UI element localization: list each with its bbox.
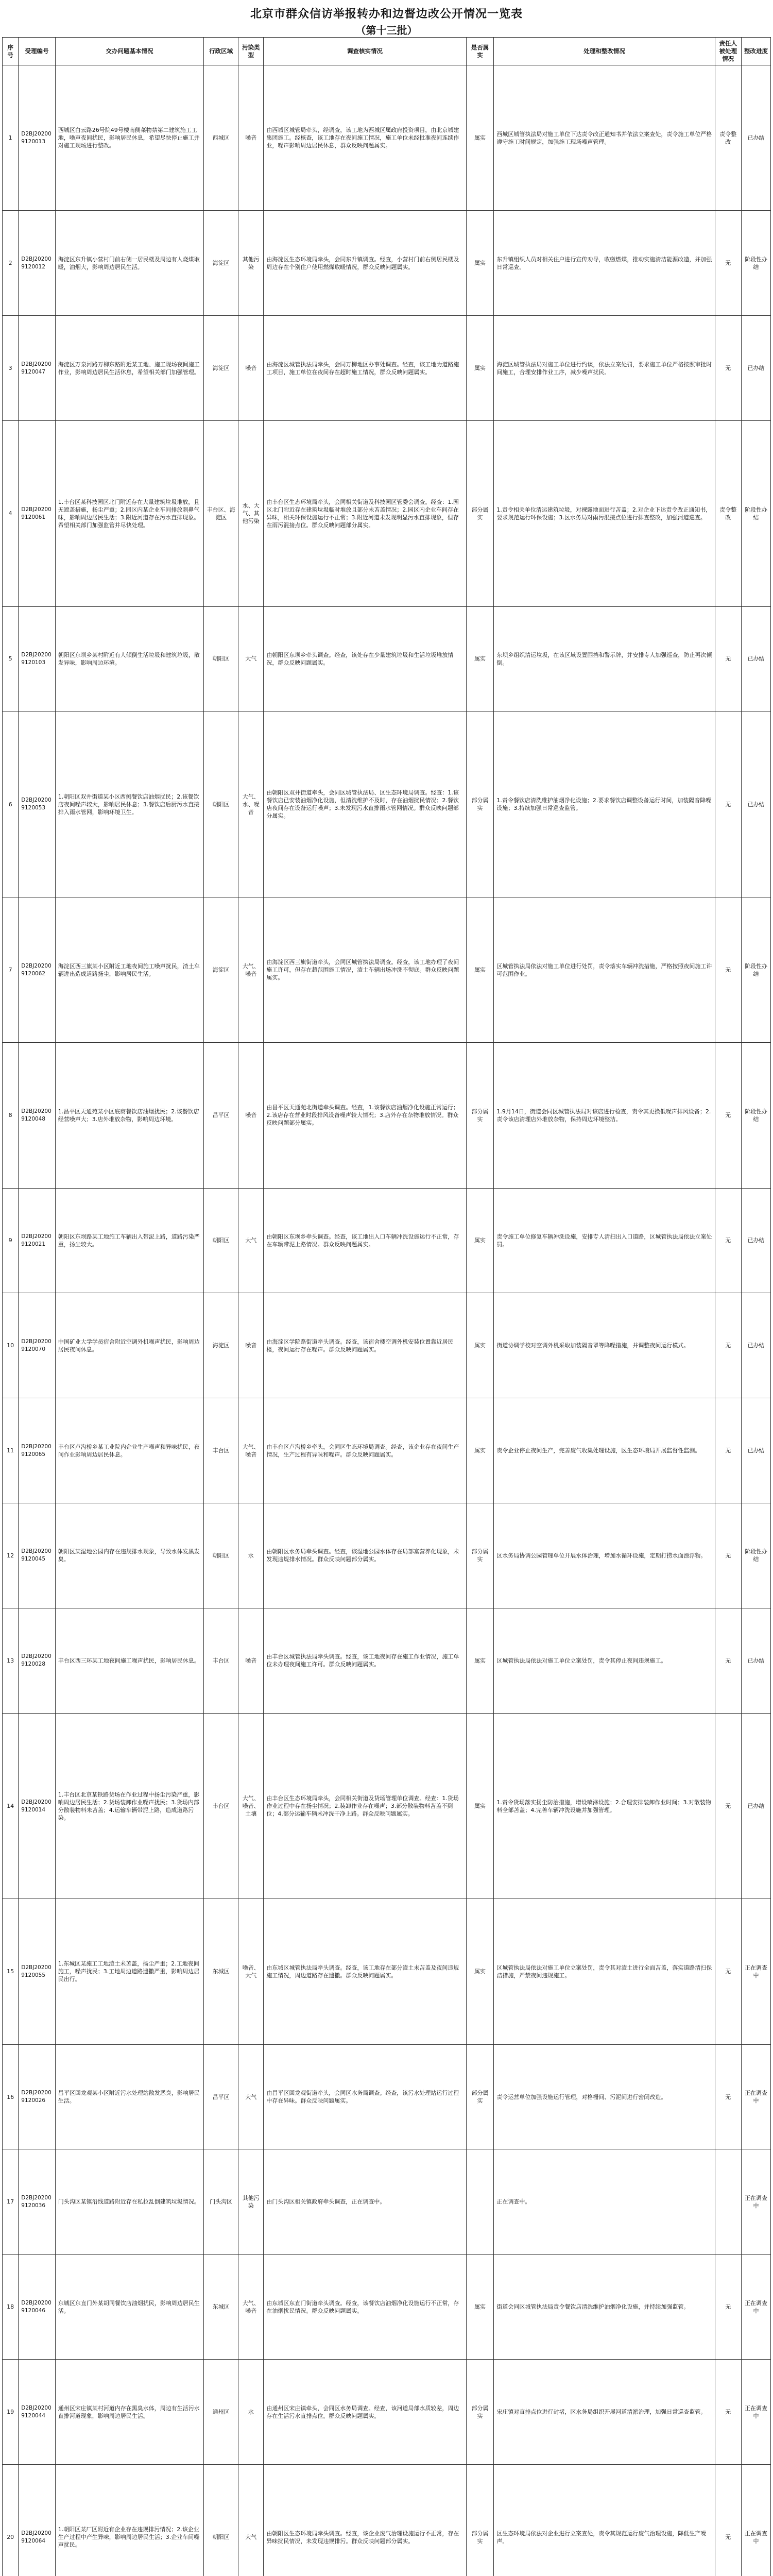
row-district: 昌平区: [204, 2044, 238, 2149]
table-row: [3, 1043, 771, 1188]
row-problem: 昌平区回龙观某小区附近污水处理站散发恶臭，影响居民生活。: [55, 2044, 203, 2149]
row-verified: 部分属实: [466, 2360, 494, 2465]
row-district: 西城区: [204, 65, 238, 211]
table-row: [3, 1188, 771, 1293]
row-district: 门头沟区: [204, 2149, 238, 2255]
row-verified: 属实: [466, 1188, 494, 1293]
row-progress: 阶段性办结: [741, 897, 770, 1043]
table-row: [3, 2044, 771, 2149]
row-progress: 已办结: [741, 1608, 770, 1713]
row-progress: 正在调查中: [741, 2255, 770, 2360]
row-investigation: 由朝阳区东坝乡牵头调查。经查，该处存在少量建筑垃圾和生活垃圾堆放情况，群众反映问题属实。: [264, 606, 466, 711]
row-punished: 无: [715, 1899, 741, 2044]
row-problem: 朝阳区东坝路某工地施工车辆出入带泥上路，道路污染严重，扬尘较大。: [55, 1188, 203, 1293]
row-number: 12: [3, 1503, 19, 1608]
row-handling: 海淀区城管执法局对施工单位进行约谈，依法立案处罚，要求施工单位严格按照审批时间施工，合理安排作业工序，减少噪声扰民。: [494, 316, 715, 421]
table-body: [3, 65, 771, 2576]
col-header-progress: 整改进度: [741, 38, 770, 65]
row-number: 4: [3, 420, 19, 606]
row-progress: 正在调查中: [741, 2149, 770, 2255]
row-code: D2BJ202009120021: [19, 1188, 56, 1293]
table-row: [3, 711, 771, 897]
row-progress: 阶段性办结: [741, 211, 770, 316]
row-type: 大气: [238, 2464, 264, 2576]
row-type: 其他污染: [238, 2149, 264, 2255]
row-handling: 街道会同区城管执法局责令餐饮店清洗维护油烟净化设施，并持续加强监管。: [494, 2255, 715, 2360]
row-code: D2BJ202009120046: [19, 2255, 56, 2360]
col-header-problem: 交办问题基本情况: [55, 38, 203, 65]
row-district: 丰台区: [204, 1608, 238, 1713]
row-code: D2BJ202009120053: [19, 711, 56, 897]
table-row: [3, 1293, 771, 1398]
row-progress: 已办结: [741, 1398, 770, 1503]
row-handling: 东坝乡组织清运垃圾，在该区域设置围挡和警示牌，并安排专人加强巡查，防止再次倾倒。: [494, 606, 715, 711]
row-problem: 1.昌平区天通苑某小区底商餐饮店油烟扰民；2.该餐饮店经营噪声大；3.店外堆放杂物，影响周边环境。: [55, 1043, 203, 1188]
col-header-investigation: 调查核实情况: [264, 38, 466, 65]
row-progress: 已办结: [741, 1188, 770, 1293]
row-verified: 部分属实: [466, 2044, 494, 2149]
row-district: 通州区: [204, 2360, 238, 2465]
table-row: [3, 316, 771, 421]
row-district: 海淀区: [204, 211, 238, 316]
row-progress: 正在调查中: [741, 1899, 770, 2044]
col-header-district: 行政区域: [204, 38, 238, 65]
col-header-verified: 是否属实: [466, 38, 494, 65]
row-problem: 通州区宋庄镇某村河道内存在黑臭水体，周边有生活污水直排河道现象，影响周边居民生活。: [55, 2360, 203, 2465]
row-code: D2BJ202009120012: [19, 211, 56, 316]
row-district: 朝阳区: [204, 1188, 238, 1293]
row-verified: 部分属实: [466, 711, 494, 897]
row-number: 20: [3, 2464, 19, 2576]
row-type: 大气: [238, 1188, 264, 1293]
table-row: [3, 606, 771, 711]
table-row: [3, 211, 771, 316]
row-punished: 无: [715, 2360, 741, 2465]
row-number: 1: [3, 65, 19, 211]
row-district: 海淀区: [204, 897, 238, 1043]
table-row: [3, 65, 771, 211]
row-district: 东城区: [204, 1899, 238, 2044]
row-verified: 属实: [466, 316, 494, 421]
row-progress: 已办结: [741, 606, 770, 711]
row-investigation: 由东城区城管执法局牵头调查。经查，该工地存在部分渣土未苫盖及夜间违规施工情况，周边道路存在遗撒。群众反映问题属实。: [264, 1899, 466, 2044]
row-investigation: 由丰台区生态环境局牵头，会同相关街道及科技园区管委会调查。经查：1.园区北门附近存在建筑垃圾临时堆放且部分未苫盖情况；2.园区内企业车间存在异味，相关环保设施运行不正常；3.附近河道未发现明显污水直排现象，但存在雨污混接点位。群众反映问题部分属实。: [264, 420, 466, 606]
row-problem: 1.朝阳区双井街道某小区西侧餐饮店油烟扰民；2.该餐饮店夜间噪声较大，影响居民休息；3.餐饮店后厨污水直接排入雨水管网，影响环境卫生。: [55, 711, 203, 897]
row-investigation: 由海淀区城管执法局牵头，会同万柳地区办事处调查。经查，该工地为道路施工项目，施工单位在夜间存在超时施工情况，群众反映问题属实。: [264, 316, 466, 421]
row-handling: 1.责令餐饮店清洗维护油烟净化设施；2.要求餐饮店调整设备运行时间，加装隔音降噪设施；3.持续加强日常巡查监管。: [494, 711, 715, 897]
table-row: [3, 897, 771, 1043]
row-handling: 区城管执法局依法对施工单位立案处罚，责令其对渣土进行全面苫盖，落实道路清扫保洁措施，严禁夜间违规施工。: [494, 1899, 715, 2044]
row-number: 8: [3, 1043, 19, 1188]
row-verified: 属实: [466, 1899, 494, 2044]
row-code: D2BJ202009120055: [19, 1899, 56, 2044]
row-punished: 无: [715, 1398, 741, 1503]
row-punished: 无: [715, 1293, 741, 1398]
row-problem: 1.丰台区某科技园区北门附近存在大量建筑垃圾堆放，且无遮盖措施，扬尘严重；2.园区内某企业车间排放刺鼻气味，影响周边居民生活；3.附近河道存在污水直排现象。希望相关部门加强监管并尽快处理。: [55, 420, 203, 606]
row-problem: 中国矿业大学学员宿舍附近空调外机噪声扰民，影响周边居民夜间休息。: [55, 1293, 203, 1398]
row-verified: 属实: [466, 1608, 494, 1713]
row-number: 10: [3, 1293, 19, 1398]
row-progress: 已办结: [741, 316, 770, 421]
row-verified: 部分属实: [466, 2464, 494, 2576]
row-handling: 区生态环境局依法对企业进行立案查处，责令其规范运行废气治理设施，降低生产噪声。: [494, 2464, 715, 2576]
row-handling: 街道协调学校对空调外机采取加装隔音罩等降噪措施，并调整夜间运行模式。: [494, 1293, 715, 1398]
row-code: D2BJ202009120036: [19, 2149, 56, 2255]
row-problem: 丰台区西三环某工地夜间施工噪声扰民，影响居民休息。: [55, 1608, 203, 1713]
row-verified: 属实: [466, 606, 494, 711]
row-code: D2BJ202009120014: [19, 1713, 56, 1899]
col-header-code: 受理编号: [19, 38, 56, 65]
row-district: 海淀区: [204, 316, 238, 421]
row-punished: 无: [715, 1713, 741, 1899]
row-type: 大气: [238, 606, 264, 711]
row-problem: 海淀区西三旗某小区附近工地夜间施工噪声扰民，渣土车辆进出造成道路扬尘，影响居民生活。: [55, 897, 203, 1043]
row-investigation: 由昌平区天通苑北街道牵头调查。经查，1.该餐饮店油烟净化设施正常运行；2.该店存在营业时段排风设备噪声较大情况；3.店外存在杂物堆放情况。群众反映问题部分属实。: [264, 1043, 466, 1188]
col-header-punished: 责任人被处理情况: [715, 38, 741, 65]
table-header: [3, 38, 771, 65]
row-punished: 无: [715, 1503, 741, 1608]
row-code: D2BJ202009120062: [19, 897, 56, 1043]
row-problem: 丰台区卢沟桥乡某工业院内企业生产噪声和异味扰民，夜间作业影响周边居民休息。: [55, 1398, 203, 1503]
table-row: [3, 1608, 771, 1713]
row-code: D2BJ202009120065: [19, 1398, 56, 1503]
row-number: 14: [3, 1713, 19, 1899]
row-punished: 无: [715, 1188, 741, 1293]
row-punished: 责令整改: [715, 65, 741, 211]
row-investigation: 由朝阳区生态环境局牵头调查。经查，该企业废气治理设施运行不正常，存在异味扰民情况，未发现违规排污。群众反映问题部分属实。: [264, 2464, 466, 2576]
row-handling: 1.责令货场落实扬尘防治措施，增设喷淋设施；2.合理安排装卸作业时间；3.对散装物料全部苫盖；4.完善车辆冲洗设施并加强管理。: [494, 1713, 715, 1899]
row-progress: 阶段性办结: [741, 420, 770, 606]
row-handling: 区城管执法局依法对施工单位立案处罚，责令其停止夜间违规施工。: [494, 1608, 715, 1713]
row-verified: 部分属实: [466, 420, 494, 606]
row-progress: 正在调查中: [741, 2360, 770, 2465]
row-punished: 无: [715, 606, 741, 711]
table-row: [3, 420, 771, 606]
col-header-type: 污染类型: [238, 38, 264, 65]
row-number: 18: [3, 2255, 19, 2360]
row-code: D2BJ202009120026: [19, 2044, 56, 2149]
row-progress: 正在调查中: [741, 2044, 770, 2149]
row-handling: 宋庄镇对直排点位进行封堵，区水务局组织开展河道清淤治理，加强日常巡查监管。: [494, 2360, 715, 2465]
row-code: D2BJ202009120061: [19, 420, 56, 606]
row-type: 水: [238, 2360, 264, 2465]
title-block: [0, 0, 773, 37]
row-investigation: 由东城区东直门街道牵头调查。经查，该餐饮店油烟净化设施运行不正常，存在油烟扰民情况。群众反映问题属实。: [264, 2255, 466, 2360]
row-investigation: 由海淀区生态环境局牵头，会同东升镇调查。经查，小营村门前右侧居民楼及周边存在个别住户使用燃煤取暖情况，群众反映问题属实。: [264, 211, 466, 316]
row-district: 丰台区、海淀区: [204, 420, 238, 606]
row-progress: 正在调查中: [741, 2464, 770, 2576]
row-type: 大气、噪音: [238, 1398, 264, 1503]
row-handling: 正在调查中。: [494, 2149, 715, 2255]
row-problem: 海淀区万泉河路万柳东路附近某工地、施工现场夜间施工作业，影响周边居民生活休息，希望相关部门加强管理。: [55, 316, 203, 421]
row-problem: 朝阳区某湿地公园内存在违规排水现象，导致水体发黑发臭。: [55, 1503, 203, 1608]
row-type: 水、大气、其他污染: [238, 420, 264, 606]
row-type: 噪音: [238, 65, 264, 211]
row-code: D2BJ202009120103: [19, 606, 56, 711]
table-row: [3, 1899, 771, 2044]
row-punished: [715, 2149, 741, 2255]
row-investigation: 由海淀区学院路街道牵头调查。经查，该宿舍楼空调外机安装位置靠近居民楼，夜间运行存在噪声。群众反映问题属实。: [264, 1293, 466, 1398]
row-handling: 责令施工单位修复车辆冲洗设施，安排专人清扫出入口道路，区城管执法局依法立案处罚。: [494, 1188, 715, 1293]
row-investigation: 由丰台区生态环境局牵头，会同相关街道及货场管理单位调查。经查：1.货场作业过程中存在扬尘情况；2.装卸作业存在噪声；3.部分散装物料苫盖不到位；4.部分运输车辆未冲洗干净上路。群众反映问题属实。: [264, 1713, 466, 1899]
row-handling: 区城管执法局依法对施工单位进行处罚，责令落实车辆冲洗措施，严格按照夜间施工许可范围作业。: [494, 897, 715, 1043]
row-district: 朝阳区: [204, 1503, 238, 1608]
row-punished: 无: [715, 211, 741, 316]
row-punished: 无: [715, 1608, 741, 1713]
row-investigation: 由朝阳区水务局牵头调查。经查，该湿地公园水体存在局部富营养化现象，未发现违规排水情况。群众反映问题部分属实。: [264, 1503, 466, 1608]
row-handling: 责令运营单位加强设施运行管理，对格栅间、污泥间进行密闭改造。: [494, 2044, 715, 2149]
row-code: D2BJ202009120013: [19, 65, 56, 211]
row-problem: 门头沟区某镇沿线道路附近存在私拉乱倒建筑垃圾情况。: [55, 2149, 203, 2255]
row-number: 2: [3, 211, 19, 316]
row-number: 11: [3, 1398, 19, 1503]
row-verified: 属实: [466, 1293, 494, 1398]
row-type: 大气、水、噪音: [238, 711, 264, 897]
row-verified: 属实: [466, 65, 494, 211]
table-row: [3, 2255, 771, 2360]
row-handling: 1.责令相关单位清运建筑垃圾，对裸露地面进行苫盖；2.对企业下达责令改正通知书，要求规范运行环保设施；3.区水务局对雨污混接点位进行排查整改，加强河道巡查。: [494, 420, 715, 606]
row-district: 朝阳区: [204, 711, 238, 897]
row-problem: 1.丰台区北京某铁路货场在作业过程中扬尘污染严重，影响周边居民生活；2.货场装卸作业噪声扰民；3.货场内部分散装物料未苫盖；4.运输车辆带泥上路，造成道路污染。: [55, 1713, 203, 1899]
row-problem: 朝阳区东坝乡某村附近有人倾倒生活垃圾和建筑垃圾，散发异味，影响周边环境。: [55, 606, 203, 711]
row-code: D2BJ202009120070: [19, 1293, 56, 1398]
row-punished: 无: [715, 711, 741, 897]
row-handling: 东升镇组织人员对相关住户进行宣传劝导，收缴燃煤，推动实施清洁能源改造，并加强日常巡查。: [494, 211, 715, 316]
row-handling: 区水务局协调公园管理单位开展水体治理，增加水循环设施，定期打捞水面漂浮物。: [494, 1503, 715, 1608]
row-number: 3: [3, 316, 19, 421]
row-punished: 无: [715, 2044, 741, 2149]
row-verified: 属实: [466, 211, 494, 316]
row-progress: 阶段性办结: [741, 1043, 770, 1188]
row-handling: 西城区城管执法局对施工单位下达责令改正通知书并依法立案查处，责令施工单位严格遵守施工时间规定，加强施工现场噪声管理。: [494, 65, 715, 211]
row-district: 朝阳区: [204, 606, 238, 711]
row-number: 16: [3, 2044, 19, 2149]
row-type: 噪音: [238, 1043, 264, 1188]
row-verified: [466, 2149, 494, 2255]
row-punished: 无: [715, 2464, 741, 2576]
row-investigation: 由丰台区城管执法局牵头调查。经查，该工地夜间存在施工作业情况，施工单位未办理夜间施工许可。群众反映问题属实。: [264, 1608, 466, 1713]
table-row: [3, 2360, 771, 2465]
row-number: 9: [3, 1188, 19, 1293]
row-number: 19: [3, 2360, 19, 2465]
row-investigation: 由海淀区西三旗街道牵头，会同区城管执法局调查。经查，该工地办理了夜间施工许可，但存在超范围施工情况，渣土车辆出场冲洗不彻底。群众反映问题属实。: [264, 897, 466, 1043]
row-type: 大气、噪音、土壤: [238, 1713, 264, 1899]
row-type: 大气: [238, 2044, 264, 2149]
row-progress: 已办结: [741, 1293, 770, 1398]
row-verified: 属实: [466, 897, 494, 1043]
row-problem: 1.朝阳区某厂区附近有企业存在违规排污情况；2.该企业生产过程中产生异味，影响周边居民生活；3.企业车间噪声扰民。: [55, 2464, 203, 2576]
row-type: 噪音: [238, 1608, 264, 1713]
table-row: [3, 2464, 771, 2576]
row-district: 昌平区: [204, 1043, 238, 1188]
row-number: 15: [3, 1899, 19, 2044]
row-investigation: 由丰台区卢沟桥乡牵头，会同区生态环境局调查。经查，该企业存在夜间生产情况，生产过程有异味和噪声。群众反映问题属实。: [264, 1398, 466, 1503]
row-code: D2BJ202009120044: [19, 2360, 56, 2465]
table-row: [3, 1713, 771, 1899]
row-type: 其他污染: [238, 211, 264, 316]
row-number: 17: [3, 2149, 19, 2255]
row-type: 噪音、大气: [238, 1899, 264, 2044]
row-number: 6: [3, 711, 19, 897]
row-district: 朝阳区: [204, 2464, 238, 2576]
row-punished: 责令整改: [715, 420, 741, 606]
row-verified: 属实: [466, 1713, 494, 1899]
row-verified: 部分属实: [466, 1043, 494, 1188]
page-subtitle: （第十三批）: [355, 24, 418, 37]
row-code: D2BJ202009120048: [19, 1043, 56, 1188]
complaint-table: [2, 37, 771, 2576]
table-row: [3, 2149, 771, 2255]
row-progress: 已办结: [741, 1713, 770, 1899]
row-verified: 部分属实: [466, 1503, 494, 1608]
row-investigation: 由朝阳区双井街道牵头，会同区城管执法局、区生态环境局调查。经查：1.该餐饮店已安装油烟净化设施，但清洗维护不及时，存在油烟扰民情况；2.餐饮店夜间存在设备运行噪声；3.未发现污水直排雨水管网情况。群众反映问题部分属实。: [264, 711, 466, 897]
row-investigation: 由门头沟区相关镇政府牵头调查，正在调查中。: [264, 2149, 466, 2255]
row-number: 13: [3, 1608, 19, 1713]
row-punished: 无: [715, 897, 741, 1043]
table-row: [3, 1503, 771, 1608]
row-problem: 东城区东直门外某胡同餐饮店油烟扰民，影响周边居民生活。: [55, 2255, 203, 2360]
row-type: 噪音: [238, 316, 264, 421]
row-district: 东城区: [204, 2255, 238, 2360]
row-progress: 阶段性办结: [741, 1503, 770, 1608]
row-code: D2BJ202009120047: [19, 316, 56, 421]
row-punished: 无: [715, 2255, 741, 2360]
row-punished: 无: [715, 1043, 741, 1188]
row-type: 噪音: [238, 1293, 264, 1398]
row-number: 7: [3, 897, 19, 1043]
row-handling: 1.9月14日，街道会同区城管执法局对该店进行检查，责令其更换低噪声排风设备；2.责令该店清理店外堆放杂物，保持周边环境整洁。: [494, 1043, 715, 1188]
row-punished: 无: [715, 316, 741, 421]
row-progress: 已办结: [741, 65, 770, 211]
row-problem: 海淀区东升镇小营村门前右侧一居民楼及周边有人烧煤取暖，油烟大，影响周边居民生活。: [55, 211, 203, 316]
page-title: 北京市群众信访举报转办和边督边改公开情况一览表: [250, 7, 523, 21]
row-handling: 责令企业停止夜间生产，完善废气收集处理设施，区生态环境局开展监督性监测。: [494, 1398, 715, 1503]
row-code: D2BJ202009120064: [19, 2464, 56, 2576]
col-header-no: 序号: [3, 38, 19, 65]
col-header-handling: 处理和整改情况: [494, 38, 715, 65]
table-row: [3, 1398, 771, 1503]
row-district: 丰台区: [204, 1398, 238, 1503]
row-progress: 已办结: [741, 711, 770, 897]
row-problem: 1.东城区某施工工地渣土未苫盖，扬尘严重；2.工地夜间施工，噪声扰民；3.工地周边道路遗撒严重，影响周边居民出行。: [55, 1899, 203, 2044]
row-problem: 西城区白云路26号院49号楼南侧菜物禁第二建筑施工工地，噪声夜间扰民，影响居民休息，希望尽快停止施工并对施工现场进行整改。: [55, 65, 203, 211]
row-investigation: 由昌平区回龙观街道牵头，会同区水务局调查。经查，该污水处理站运行过程中存在异味。群众反映问题属实。: [264, 2044, 466, 2149]
row-investigation: 由朝阳区东坝乡牵头调查。经查，该工地出入口车辆冲洗设施运行不正常，存在车辆带泥上路情况。群众反映问题属实。: [264, 1188, 466, 1293]
row-code: D2BJ202009120028: [19, 1608, 56, 1713]
row-verified: 属实: [466, 2255, 494, 2360]
row-number: 5: [3, 606, 19, 711]
row-type: 大气、噪音: [238, 2255, 264, 2360]
row-investigation: 由西城区城管局牵头，经调查，该工地为西城区属政府投资项目，由北京城建集团施工。经核查，该工地存在夜间施工情况，施工单位未经批准夜间连续作业，噪声影响周边居民休息，群众反映问题属实。: [264, 65, 466, 211]
row-district: 海淀区: [204, 1293, 238, 1398]
row-type: 大气、噪音: [238, 897, 264, 1043]
row-type: 水: [238, 1503, 264, 1608]
row-investigation: 由通州区宋庄镇牵头，会同区水务局调查。经查，该河道局部水质较差，周边存在生活污水直排点位。群众反映问题属实。: [264, 2360, 466, 2465]
row-verified: 属实: [466, 1398, 494, 1503]
row-district: 丰台区: [204, 1713, 238, 1899]
row-code: D2BJ202009120045: [19, 1503, 56, 1608]
